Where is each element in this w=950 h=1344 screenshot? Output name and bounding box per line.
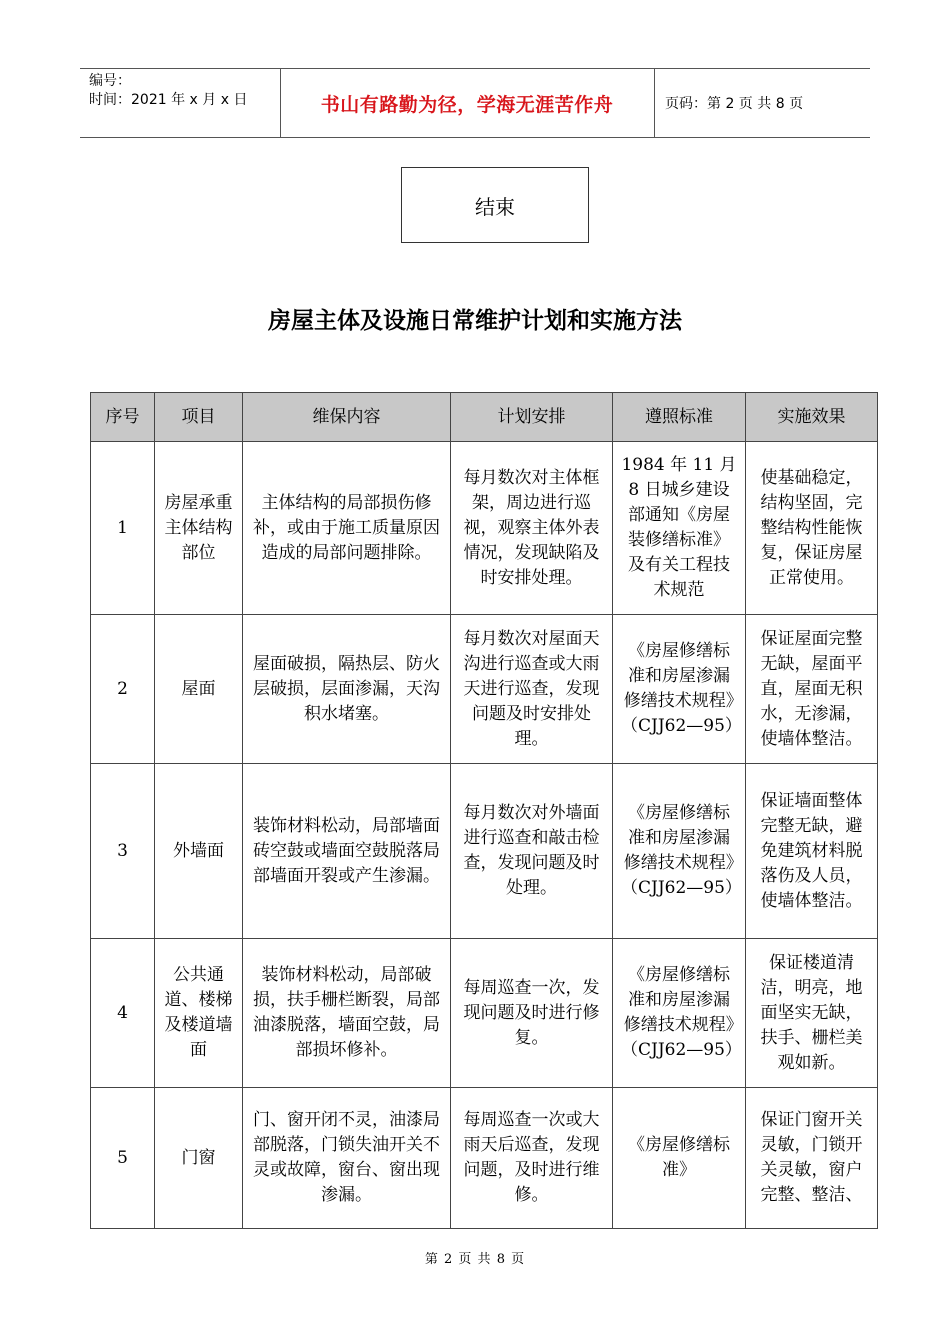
column-header: 计划安排: [451, 393, 613, 442]
cell-item: 门窗: [155, 1088, 243, 1229]
cell-effect: 保证墙面整体完整无缺，避免建筑材料脱落伤及人员，使墙体整洁。: [746, 764, 878, 939]
cell-effect: 使基础稳定，结构坚固，完整结构性能恢复，保证房屋正常使用。: [746, 442, 878, 615]
cell-standard: 《房屋修缮标准和房屋渗漏修缮技术规程》（CJJ62—95）: [613, 939, 746, 1088]
cell-standard: 《房屋修缮标准和房屋渗漏修缮技术规程》（CJJ62—95）: [613, 615, 746, 764]
time-label: 时间：2021 年 x 月 x 日: [89, 92, 248, 108]
cell-item: 屋面: [155, 615, 243, 764]
column-header: 维保内容: [243, 393, 451, 442]
cell-no: 1: [91, 442, 155, 615]
table-row: [91, 939, 878, 1088]
column-header: 项目: [155, 393, 243, 442]
cell-item: 外墙面: [155, 764, 243, 939]
header-meta: [80, 69, 281, 137]
cell-effect: 保证门窗开关灵敏，门锁开关灵敏，窗户完整、整洁、: [746, 1088, 878, 1229]
cell-no: 5: [91, 1088, 155, 1229]
cell-plan: 每周巡查一次，发现问题及时进行修复。: [451, 939, 613, 1088]
cell-no: 3: [91, 764, 155, 939]
header-motto-cell: [280, 69, 655, 137]
cell-plan: 每月数次对主体框架，周边进行巡视，观察主体外表情况，发现缺陷及时安排处理。: [451, 442, 613, 615]
maintenance-plan-table: [90, 392, 878, 1229]
table-header-row: [91, 393, 878, 442]
cell-content: 主体结构的局部损伤修补，或由于施工质量原因造成的局部问题排除。: [243, 442, 451, 615]
cell-effect: 保证屋面完整无缺，屋面平直，屋面无积水，无渗漏，使墙体整洁。: [746, 615, 878, 764]
cell-content: 装饰材料松动，局部破损，扶手栅栏断裂，局部油漆脱落，墙面空鼓，局部损坏修补。: [243, 939, 451, 1088]
cell-effect: 保证楼道清洁，明亮，地面坚实无缺，扶手、栅栏美观如新。: [746, 939, 878, 1088]
page-header: [80, 68, 870, 138]
end-box: 结束: [401, 167, 589, 243]
column-header: 实施效果: [746, 393, 878, 442]
cell-no: 2: [91, 615, 155, 764]
cell-standard: 《房屋修缮标准》: [613, 1088, 746, 1229]
table-row: [91, 764, 878, 939]
cell-plan: 每月数次对屋面天沟进行巡查或大雨天进行巡查，发现问题及时安排处理。: [451, 615, 613, 764]
cell-content: 装饰材料松动，局部墙面砖空鼓或墙面空鼓脱落局部墙面开裂或产生渗漏。: [243, 764, 451, 939]
table-row: [91, 615, 878, 764]
cell-standard: 《房屋修缮标准和房屋渗漏修缮技术规程》（CJJ62—95）: [613, 764, 746, 939]
cell-item: 房屋承重主体结构部位: [155, 442, 243, 615]
page-footer: 第 2 页 共 8 页: [424, 1252, 526, 1267]
header-page-cell: [655, 69, 870, 137]
cell-standard: 1984 年 11 月 8 日城乡建设部通知《房屋装修缮标准》及有关工程技术规范: [613, 442, 746, 615]
motto: 书山有路勤为径，学海无涯苦作舟: [320, 93, 614, 116]
number-label: 编号：: [89, 73, 131, 89]
cell-content: 屋面破损，隔热层、防火层破损，层面渗漏，天沟积水堵塞。: [243, 615, 451, 764]
column-header: 遵照标准: [613, 393, 746, 442]
cell-plan: 每月数次对外墙面进行巡查和敲击检查，发现问题及时处理。: [451, 764, 613, 939]
cell-no: 4: [91, 939, 155, 1088]
cell-content: 门、窗开闭不灵，油漆局部脱落，门锁失油开关不灵或故障，窗台、窗出现渗漏。: [243, 1088, 451, 1229]
cell-item: 公共通道、楼梯及楼道墙面: [155, 939, 243, 1088]
page-info: 页码：第 2 页 共 8 页: [665, 96, 804, 112]
document-title: 房屋主体及设施日常维护计划和实施方法: [268, 308, 682, 334]
column-header: 序号: [91, 393, 155, 442]
cell-plan: 每周巡查一次或大雨天后巡查，发现问题，及时进行维修。: [451, 1088, 613, 1229]
table-row: [91, 1088, 878, 1229]
table-row: [91, 442, 878, 615]
